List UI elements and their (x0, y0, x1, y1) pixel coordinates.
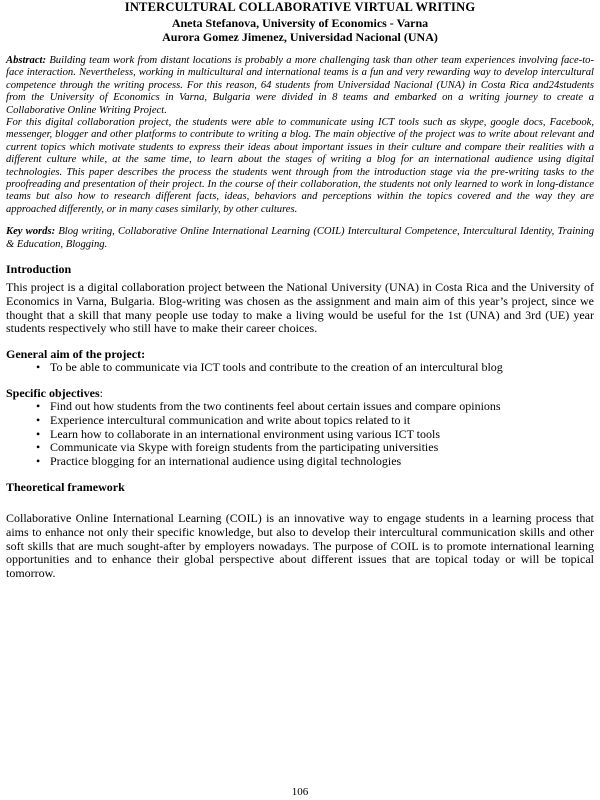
section-theoretical-framework (6, 480, 594, 581)
keywords-label: Key words: (6, 226, 56, 238)
list-item (36, 455, 594, 469)
abstract-block (6, 55, 594, 216)
introduction-heading: Introduction (6, 262, 72, 277)
introduction-text: This project is a digital collaboration project between the National University (UNA) in Costa Rica and the University of Economics in Varna, Bulgaria. Blog-writing was chosen as the assignment and main aim of this year’s project, since we thought that a skill that many people use today to make a living would be useful for the 1st (UNA) and 3rd (UE) year students respectively who still have to make their career choices. (6, 280, 594, 336)
general-aim-list (6, 361, 594, 375)
section-specific-objectives (6, 386, 594, 469)
author-line-1: Aneta Stefanova, University of Economics - Varna (171, 16, 429, 30)
list-item (36, 361, 594, 375)
paper-title: INTERCULTURAL COLLABORATIVE VIRTUAL WRITING (124, 0, 476, 14)
keywords-block (6, 226, 594, 251)
list-item-text: Find out how students from the two continents feel about certain issues and compare opinions (50, 399, 501, 414)
bullet-icon: • (36, 360, 41, 375)
abstract-label: Abstract: (6, 55, 47, 66)
general-aim-heading: General aim of the project: (6, 347, 146, 362)
abstract-text-1: Building team work from distant locations is probably a more challenging task than other team experiences involving face-to-face interaction. Nevertheless, working in multicultural and international teams is a fun and very rewarding way to develop intercultural competence through the writing process. For this reason, 64 students from Universidad Nacional (UNA) in Costa Rica and24students from the University of Economics in Varna, Bulgaria were divided in 8 teams and embarked on a writing journey to create a Collaborative Online Writing Project. (6, 55, 594, 116)
section-general-aim (6, 347, 594, 375)
author-block (6, 17, 594, 44)
list-item (36, 441, 594, 455)
theoretical-framework-heading: Theoretical framework (6, 480, 125, 495)
author-line-2: Aurora Gomez Jimenez, Universidad Nacional (UNA) (162, 29, 438, 44)
list-item (36, 400, 594, 414)
list-item (36, 428, 594, 442)
abstract-paragraph-1 (6, 55, 594, 117)
bullet-icon: • (36, 426, 41, 441)
abstract-paragraph-2: For this digital collaboration project, the students were able to communicate using ICT tools such as skype, google docs, Facebook, messenger, blogger and other platforms to contribute to writing a blog. The main objective of the project was to write about relevant and current topics which motivate students to express their ideas about important issues in their culture and compare their realities with a different culture while, at the same time, to learn about the stages of writing a blog for an international audience using digital technologies. This paper describes the process the students went through from the introduction stage via the pre-writing tasks to the proofreading and presentation of their project. In the course of their collaboration, the students not only learned to work in long-distance teams but also how to research different facts, ideas, behaviors and perceptions within the topics covered and the way they are approached differently, or in many cases similarly, by other cultures. (6, 117, 594, 215)
keywords-text: Blog writing, Collaborative Online International Learning (COIL) Intercultural Competence, Intercultural Identity, Training & Education, Blogging. (6, 226, 594, 250)
list-item-text: Communicate via Skype with foreign students from the participating universities (50, 440, 439, 455)
specific-objectives-heading (6, 386, 594, 400)
bullet-icon: • (36, 412, 41, 427)
theoretical-framework-text: Collaborative Online International Learning (COIL) is an innovative way to engage students in a learning process that aims to enhance not only their specific knowledge, but also to develop their intercultural communication skills and other soft skills that are much sought-after by employers nowadays. The purpose of COIL is to promote international learning opportunities and to enhance their global perspective about different issues that are topical today or will be topical tomorrow. (6, 511, 594, 581)
list-item-text: Practice blogging for an international audience using digital technologies (50, 454, 402, 469)
page-number: 106 (291, 786, 309, 798)
specific-objectives-heading-text: Specific objectives (6, 386, 100, 401)
bullet-icon: • (36, 454, 41, 469)
section-introduction (6, 262, 594, 336)
list-item-text: Learn how to collaborate in an international environment using various ICT tools (50, 426, 441, 441)
bullet-icon: • (36, 399, 41, 414)
specific-objectives-heading-colon: : (99, 386, 103, 401)
specific-objectives-list (6, 400, 594, 469)
bullet-icon: • (36, 440, 41, 455)
list-item-text: To be able to communicate via ICT tools and contribute to the creation of an intercultural blog (50, 360, 503, 375)
list-item-text: Experience intercultural communication and write about topics related to it (50, 412, 411, 427)
list-item (36, 414, 594, 428)
